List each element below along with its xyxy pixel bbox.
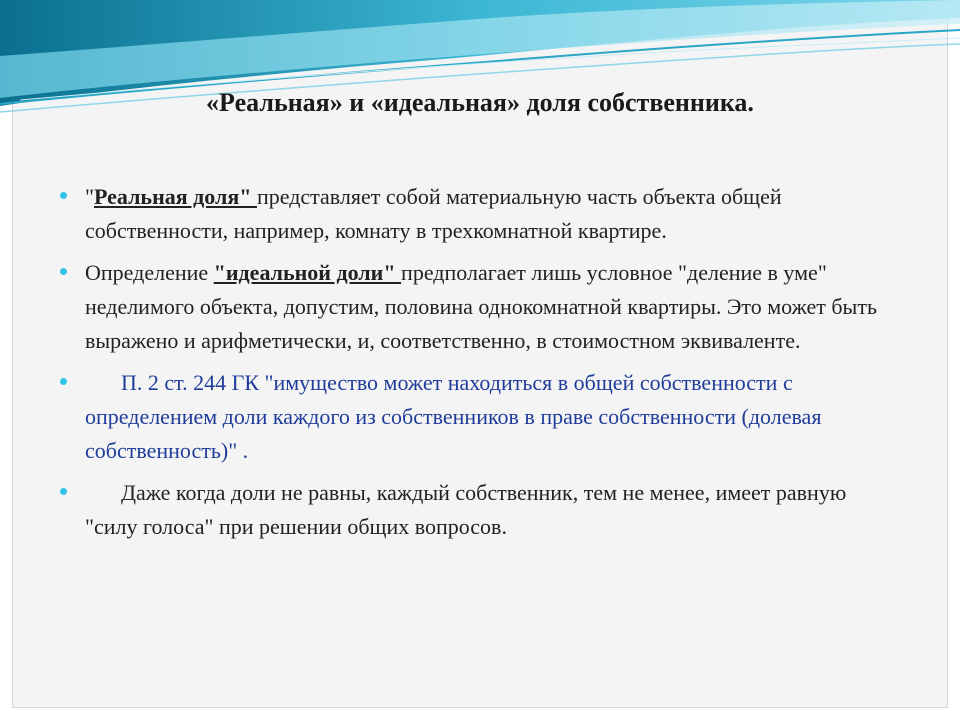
bullet-item-voting-power xyxy=(60,476,880,544)
slide-title: «Реальная» и «идеальная» доля собственника. xyxy=(206,88,754,117)
bullet-icon xyxy=(60,192,67,199)
bullet-icon xyxy=(60,268,67,275)
bullet-text: представляет собой материальную часть объекта общей собственности, например, комнату в трехкомнатной квартире. xyxy=(85,184,782,243)
bullet-item-ideal-share xyxy=(60,256,880,358)
content-list xyxy=(60,180,880,552)
bullet-icon xyxy=(60,378,67,385)
bullet-item-law-quote xyxy=(60,366,880,468)
term-ideal-share: "идеальной доли" xyxy=(213,260,402,285)
bullet-item-real-share xyxy=(60,180,880,248)
bullet-pre-text: Определение xyxy=(85,260,214,285)
bullet-icon xyxy=(60,488,67,495)
bullet-text: Даже когда доли не равны, каждый собственник, тем не менее, имеет равную "силу голоса" при решении общих вопросов. xyxy=(85,480,847,539)
term-real-share: Реальная доля" xyxy=(93,184,257,209)
bullet-text: П. 2 ст. 244 ГК "имущество может находиться в общей собственности с определением доли каждого из собственников в праве собственности (долевая собственность)" . xyxy=(85,370,822,463)
bullet-pre-text: " xyxy=(85,184,94,209)
bullet-text: предполагает лишь условное "деление в уме" неделимого объекта, допустим, половина однокомнатной квартиры. Это может быть выражено и арифметически, и, соответственно, в стоимостном эквиваленте. xyxy=(85,260,877,353)
